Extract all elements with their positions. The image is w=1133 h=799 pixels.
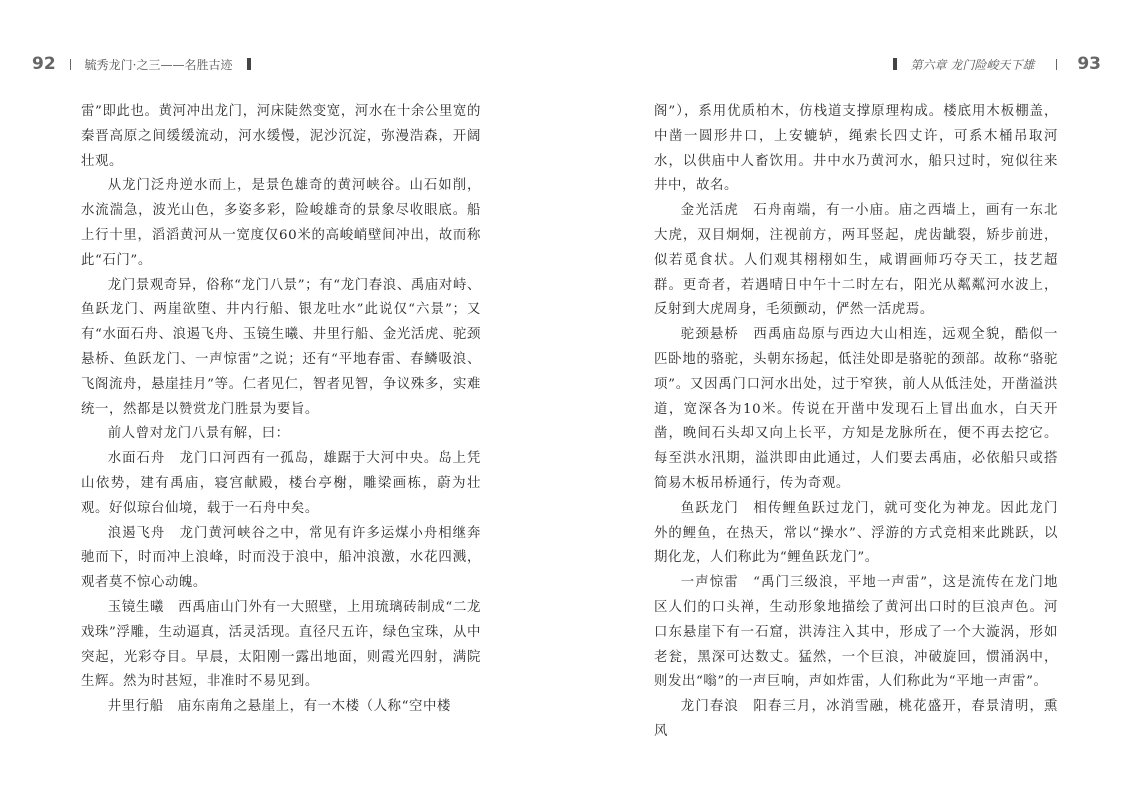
header-block-mark xyxy=(893,58,897,70)
header-block-mark xyxy=(247,58,251,70)
header-divider xyxy=(70,59,71,70)
left-page xyxy=(0,0,566,799)
paragraph: 龙门春浪 阳春三月，冰消雪融，桃花盛开，春景清明，熏风 xyxy=(654,699,1058,739)
paragraph: 龙门景观奇异，俗称“龙门八景”；有“龙门春浪、禹庙对峙、鱼跃龙门、两崖欲堕、井内行船、银龙吐水”此说仅“六景”；又有“水面石舟、浪遏飞舟、玉镜生曦、井里行船、金光活虎、驼颈悬桥、鱼跃龙门、一声惊雷”之说；还有“平地春雷、春鳞吸浪、飞阁流舟，悬崖挂月”等。仁者见仁，智者见智，争议殊多，实难统一，然都是以赞赏龙门胜景为要旨。 xyxy=(81,277,481,417)
paragraph: 玉镜生曦 西禹庙山门外有一大照壁，上用琉璃砖制成“二龙戏珠”浮雕，生动逼真，活灵活现。直径尺五许，绿色宝珠，从中突起，光彩夺目。早晨，太阳刚一露出地面，则霞光四射，满院生辉。然为时甚短，非准时不易见到。 xyxy=(81,599,481,690)
left-running-title: 毓秀龙门·之三——名胜古迹 xyxy=(84,57,233,72)
paragraph: 井里行船 庙东南角之悬崖上，有一木楼（人称“空中楼 xyxy=(107,699,452,715)
paragraph: 鱼跃龙门 相传鲤鱼跃过龙门，就可变化为神龙。因此龙门外的鲤鱼，在热天，常以“操水”、浮游的方式竞相来此跳跃，以期化龙，人们称此为“鲤鱼跃龙门”。 xyxy=(654,500,1058,566)
paragraph: 雷”即此也。黄河冲出龙门，河床陡然变宽，河水在十余公里宽的秦晋高原之间缓缓流动，河水缓慢，泥沙沉淀，弥漫浩森，开阔壮观。 xyxy=(81,104,481,169)
paragraph: 浪遏飞舟 龙门黄河峡谷之中，常见有许多运煤小舟相继奔驰而下，时而冲上浪峰，时而没于浪中，船冲浪激，水花四溅，观者莫不惊心动魄。 xyxy=(81,525,481,591)
paragraph: 从龙门泛舟逆水而上，是景色雄奇的黄河峡谷。山石如削，水流湍急，波光山色，多姿多彩，险峻雄奇的景象尽收眼底。船上行十里，滔滔黄河从一宽度仅60米的高峻峭壁间冲出，故而称此“石门”。 xyxy=(81,178,481,268)
left-running-header xyxy=(32,52,251,76)
paragraph: 阁”），系用优质柏木，仿栈道支撑原理构成。楼底用木板棚盖，中凿一圆形井口，上安辘轳，绳索长四丈许，可系木桶吊取河水，以供庙中人畜饮用。井中水乃黄河水，船只过时，宛似往来井中，故名。 xyxy=(654,104,1058,194)
right-running-title: 第六章 龙门险峻天下雄 xyxy=(910,57,1035,72)
right-page-number: 93 xyxy=(1077,54,1101,74)
left-body-text xyxy=(81,100,481,720)
paragraph: 驼颈悬桥 西禹庙岛原与西边大山相连，远观全貌，酷似一匹卧地的骆驼，头朝东扬起，低洼处即是骆驼的颈部。故称“骆驼项”。又因禹门口河水出处，过于窄狭，前人从低洼处，开凿溢洪道，宽深各为10米。传说在开凿中发现石上冒出血水，白天开凿，晚间石头却又向上长平，方知是龙脉所在，便不再去挖它。每至洪水汛期，溢洪即由此通过，人们要去禹庙，必依船只或搭简易木板吊桥通行，传为奇观。 xyxy=(654,327,1058,491)
right-page xyxy=(566,0,1133,799)
header-divider xyxy=(1056,59,1057,70)
paragraph: 一声惊雷 “禹门三级浪，平地一声雷”，这是流传在龙门地区人们的口头禅，生动形象地描绘了黄河出口时的巨浪声色。河口东悬崖下有一石窟，洪涛注入其中，形成了一个大漩涡，形如老瓮，黑深可达数丈。猛然，一个巨浪，冲破旋回，惯涌涡中，则发出“嗡”的一声巨响，声如炸雷，人们称此为“平地一声雷”。 xyxy=(654,575,1058,690)
right-running-header xyxy=(893,52,1102,76)
right-body-text xyxy=(654,100,1058,745)
paragraph: 水面石舟 龙门口河西有一孤岛，雄踞于大河中央。岛上凭山依势，建有禹庙，寝宫献殿，楼台亭榭，雕梁画栋，蔚为壮观。好似琼台仙境，载于一石舟中矣。 xyxy=(81,451,481,516)
paragraph: 金光活虎 石舟南端，有一小庙。庙之西墙上，画有一东北大虎，双目炯炯，注视前方，两耳竖起，虎齿龇裂，矫步前进，似若觅食状。人们观其栩栩如生，咸谓画师巧夺天工，技艺超群。更奇者，若遇晴日中午十二时左右，阳光从粼粼河水波上，反射到大虎周身，毛须颤动，俨然一活虎焉。 xyxy=(654,203,1058,318)
left-page-number: 92 xyxy=(32,54,56,74)
paragraph: 前人曾对龙门八景有解，曰： xyxy=(107,426,290,442)
